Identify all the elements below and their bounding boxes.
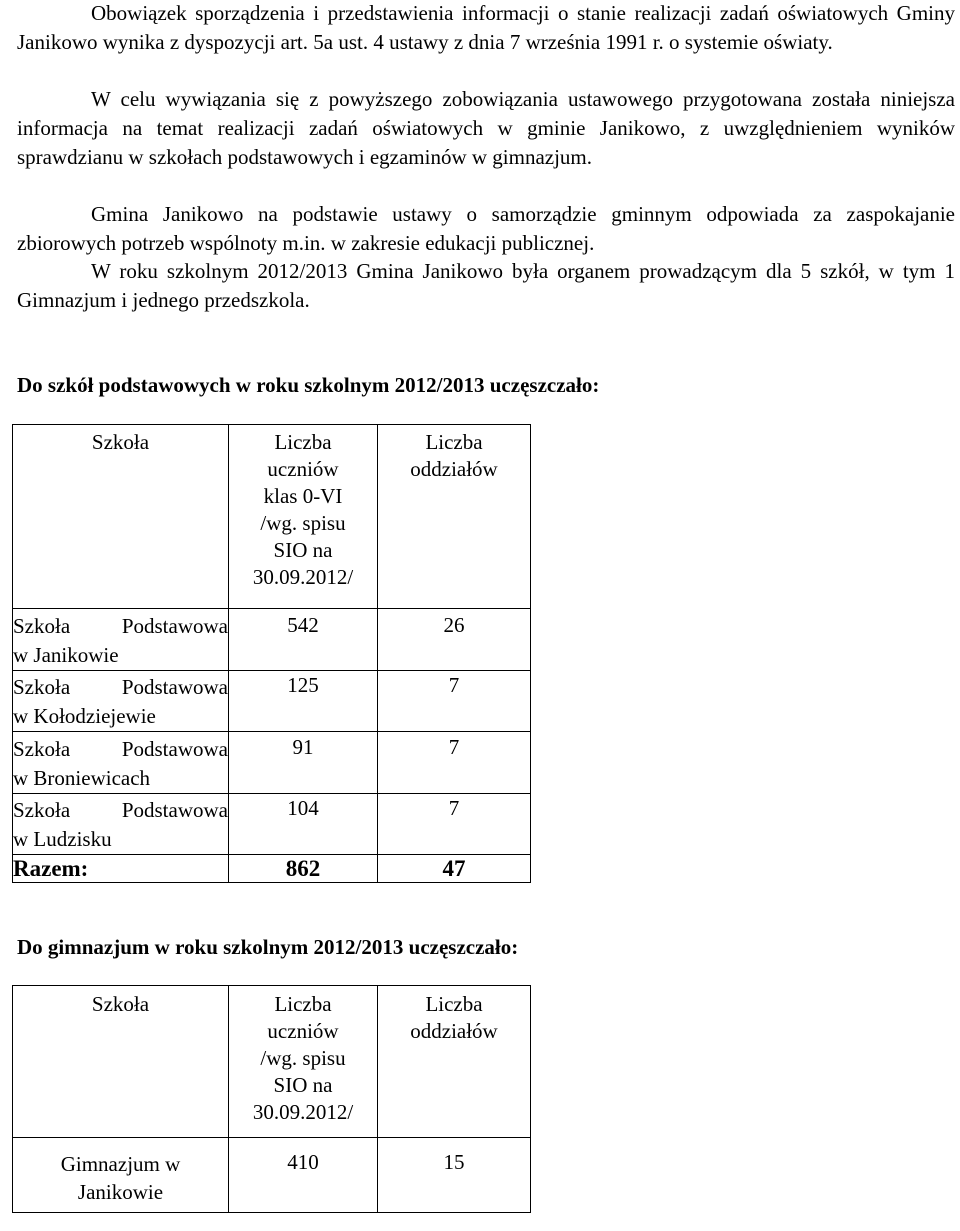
school-name: Szkoła Podstawowa w Janikowie: [13, 609, 229, 671]
school-name: Szkoła Podstawowa w Broniewicach: [13, 732, 229, 794]
header-students: Liczba uczniów klas 0-VI /wg. spisu SIO na 30.09.2012/: [229, 425, 378, 609]
school-name: Gimnazjum w Janikowie: [13, 1138, 229, 1213]
total-row: [13, 855, 531, 883]
intro-paragraph-2: W celu wywiązania się z powyższego zobowiązania ustawowego przygotowana została niniejsza informacja na temat realizacji zadań oświatowych w gminie Janikowo, z uwzględnieniem wyników sprawdzianu w szkołach podstawowych i egzaminów w gimnazjum.: [17, 87, 955, 169]
header-classes: Liczba oddziałów: [378, 425, 531, 609]
primary-schools-heading: Do szkół podstawowych w roku szkolnym 2012/2013 uczęszczało:: [17, 373, 600, 397]
intro-paragraph-1: Obowiązek sporządzenia i przedstawienia informacji o stanie realizacji zadań oświatowych Gminy Janikowo wynika z dyspozycji art. 5a ust. 4 ustawy z dnia 7 września 1991 r. o systemie oświaty.: [17, 1, 955, 54]
table-row: [13, 609, 531, 671]
classes-count: 7: [378, 794, 531, 855]
school-name: Szkoła Podstawowa w Ludzisku: [13, 794, 229, 855]
total-classes: 47: [378, 855, 531, 883]
students-count: 91: [229, 732, 378, 794]
table-row: [13, 732, 531, 794]
table-row: [13, 671, 531, 732]
classes-count: 26: [378, 609, 531, 671]
intro-paragraph-4: W roku szkolnym 2012/2013 Gmina Janikowo była organem prowadzącym dla 5 szkół, w tym 1 Gimnazjum i jednego przedszkola.: [17, 259, 955, 312]
classes-count: 15: [378, 1138, 531, 1213]
total-label: Razem:: [13, 855, 229, 883]
header-school: Szkoła: [13, 986, 229, 1138]
intro-paragraph-3: Gmina Janikowo na podstawie ustawy o samorządzie gminnym odpowiada za zaspokajanie zbiorowych potrzeb wspólnoty m.in. w zakresie edukacji publicznej.: [17, 202, 955, 255]
gymnasium-table: [12, 985, 531, 1213]
students-count: 410: [229, 1138, 378, 1213]
header-classes: Liczba oddziałów: [378, 986, 531, 1138]
students-count: 125: [229, 671, 378, 732]
table-row: [13, 1138, 531, 1213]
students-count: 104: [229, 794, 378, 855]
school-name: Szkoła Podstawowa w Kołodziejewie: [13, 671, 229, 732]
primary-schools-table: [12, 424, 531, 883]
classes-count: 7: [378, 732, 531, 794]
table-header-row: [13, 986, 531, 1138]
header-school: Szkoła: [13, 425, 229, 609]
classes-count: 7: [378, 671, 531, 732]
gymnasium-heading: Do gimnazjum w roku szkolnym 2012/2013 uczęszczało:: [17, 935, 519, 959]
header-students: Liczba uczniów /wg. spisu SIO na 30.09.2012/: [229, 986, 378, 1138]
students-count: 542: [229, 609, 378, 671]
total-students: 862: [229, 855, 378, 883]
table-row: [13, 794, 531, 855]
table-header-row: [13, 425, 531, 609]
